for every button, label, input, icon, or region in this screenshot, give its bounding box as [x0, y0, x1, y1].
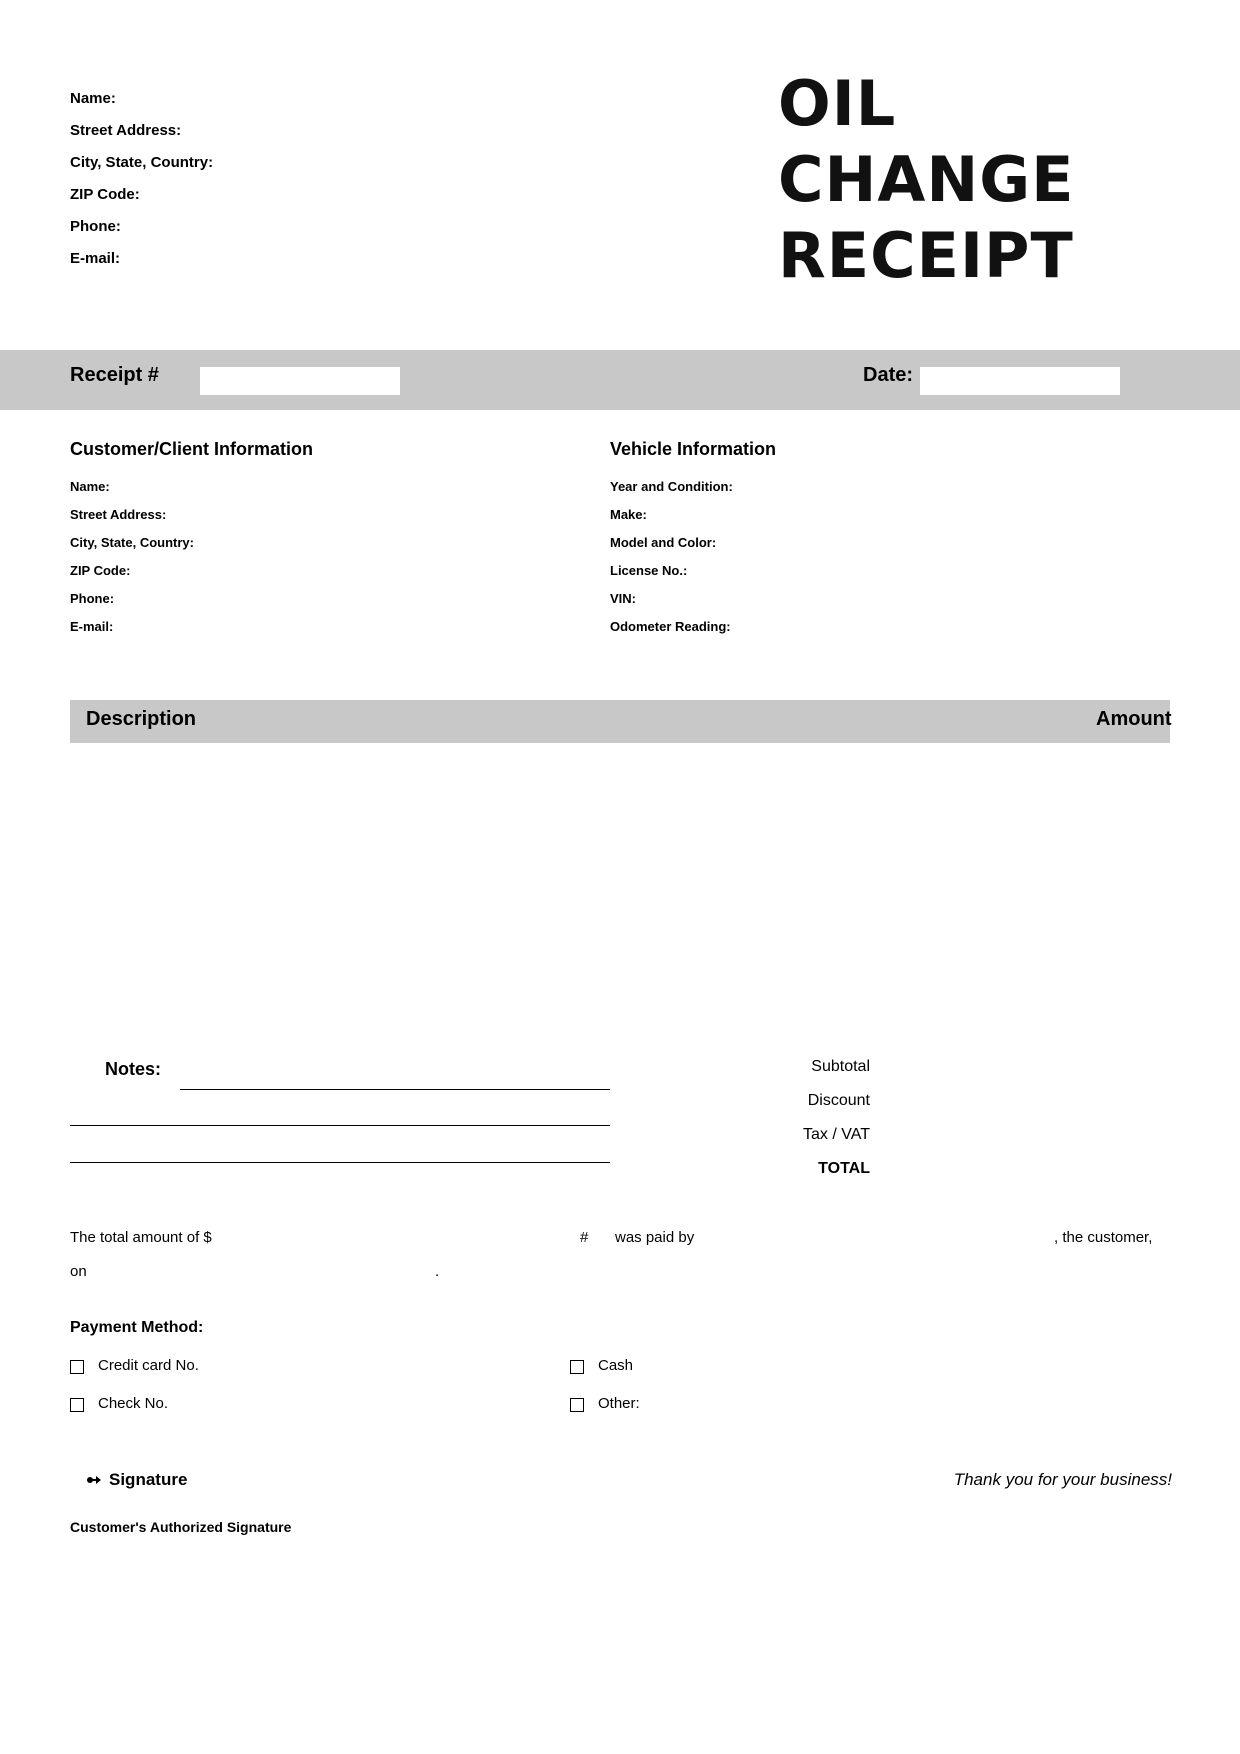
- title-line-1: OIL: [778, 67, 897, 140]
- sender-city-label: City, State, Country:: [70, 154, 214, 171]
- sentence-period: .: [435, 1263, 440, 1280]
- check-label: Check No.: [98, 1395, 169, 1412]
- customer-city-label: City, State, Country:: [70, 535, 194, 550]
- customer-email-label: E-mail:: [70, 619, 114, 634]
- vehicle-license-label: License No.:: [610, 563, 688, 578]
- notes-label: Notes:: [105, 1059, 162, 1079]
- on-text: on: [70, 1263, 87, 1280]
- vehicle-year-label: Year and Condition:: [610, 479, 733, 494]
- customer-info-heading: Customer/Client Information: [70, 439, 314, 459]
- hash-sign: #: [580, 1229, 589, 1246]
- description-header: Description: [86, 708, 197, 730]
- other-checkbox[interactable]: [570, 1398, 584, 1412]
- sender-name-label: Name:: [70, 90, 116, 107]
- items-table-header: [70, 700, 1170, 743]
- check-checkbox[interactable]: [70, 1398, 84, 1412]
- title-line-3: RECEIPT: [778, 219, 1074, 292]
- tax-label: Tax / VAT: [803, 1126, 870, 1143]
- credit-card-checkbox[interactable]: [70, 1360, 84, 1374]
- sender-street-label: Street Address:: [70, 122, 182, 139]
- sender-phone-label: Phone:: [70, 218, 121, 235]
- notes-line-3[interactable]: [70, 1162, 610, 1163]
- total-amount-text: The total amount of $: [70, 1229, 212, 1246]
- customer-phone-label: Phone:: [70, 591, 115, 606]
- notes-line-1[interactable]: [180, 1089, 610, 1090]
- discount-label: Discount: [807, 1092, 870, 1109]
- document-title: [778, 66, 1075, 294]
- date-field[interactable]: [920, 367, 1120, 395]
- sender-zip-label: ZIP Code:: [70, 186, 140, 203]
- vehicle-make-label: Make:: [610, 507, 647, 522]
- cash-checkbox[interactable]: [570, 1360, 584, 1374]
- notes-line-2[interactable]: [70, 1125, 610, 1126]
- subtotal-label: Subtotal: [811, 1058, 870, 1075]
- customer-zip-label: ZIP Code:: [70, 563, 131, 578]
- amount-header: Amount: [1096, 708, 1172, 730]
- authorized-signature-label: Customer's Authorized Signature: [70, 1519, 292, 1535]
- customer-street-label: Street Address:: [70, 507, 167, 522]
- pen-icon: [86, 1473, 102, 1487]
- receipt-number-field[interactable]: [200, 367, 400, 395]
- payment-method-title: Payment Method:: [70, 1319, 204, 1336]
- thank-you-text: Thank you for your business!: [953, 1470, 1172, 1489]
- signature-label: Signature: [109, 1470, 188, 1489]
- the-customer-text: , the customer,: [1054, 1229, 1153, 1246]
- date-label: Date:: [863, 364, 914, 386]
- receipt-number-label: Receipt #: [70, 364, 159, 386]
- vehicle-vin-label: VIN:: [610, 591, 636, 606]
- vehicle-model-label: Model and Color:: [610, 535, 717, 550]
- sender-email-label: E-mail:: [70, 250, 121, 267]
- other-label: Other:: [598, 1395, 640, 1412]
- customer-name-label: Name:: [70, 479, 110, 494]
- cash-label: Cash: [598, 1357, 634, 1374]
- vehicle-info-heading: Vehicle Information: [610, 439, 777, 459]
- credit-card-label: Credit card No.: [98, 1357, 199, 1374]
- total-label: TOTAL: [818, 1160, 870, 1177]
- vehicle-odometer-label: Odometer Reading:: [610, 619, 731, 634]
- paid-by-text: was paid by: [615, 1229, 695, 1246]
- title-line-2: CHANGE: [778, 143, 1075, 216]
